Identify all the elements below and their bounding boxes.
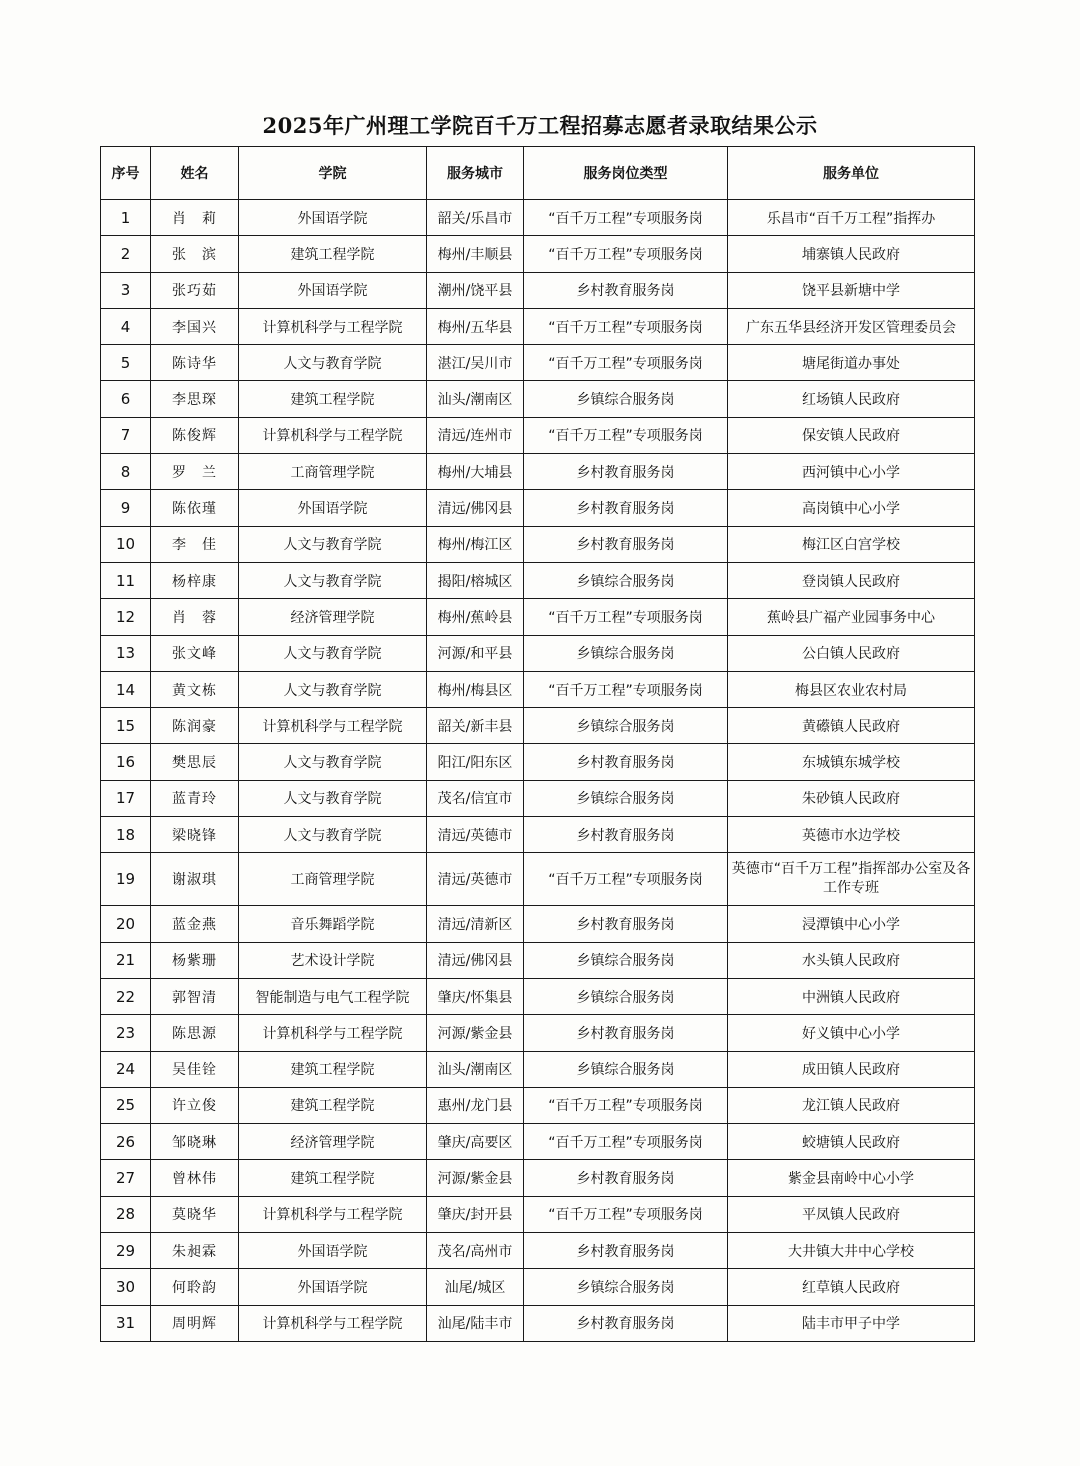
- cell-name: 谢淑琪: [151, 853, 239, 906]
- table-body: [101, 200, 975, 1342]
- cell-college: 外国语学院: [239, 1233, 427, 1269]
- cell-service-city: 梅州/大埔县: [427, 454, 524, 490]
- cell-service-unit: 紫金县南岭中心小学: [728, 1160, 975, 1196]
- cell-service-city: 梅州/丰顺县: [427, 236, 524, 272]
- header-service-unit: 服务单位: [728, 147, 975, 200]
- table-row: [101, 635, 975, 671]
- cell-index: 7: [101, 417, 151, 453]
- cell-position-type: 乡镇综合服务岗: [524, 942, 728, 978]
- cell-service-unit: 登岗镇人民政府: [728, 562, 975, 598]
- cell-index: 2: [101, 236, 151, 272]
- table-row: [101, 1269, 975, 1305]
- cell-service-unit: 广东五华县经济开发区管理委员会: [728, 308, 975, 344]
- cell-service-city: 韶关/乐昌市: [427, 200, 524, 236]
- table-row: [101, 1015, 975, 1051]
- cell-service-city: 阳江/阳东区: [427, 744, 524, 780]
- cell-position-type: 乡村教育服务岗: [524, 744, 728, 780]
- table-row: [101, 978, 975, 1014]
- cell-name: 何聆韵: [151, 1269, 239, 1305]
- cell-index: 15: [101, 708, 151, 744]
- cell-college: 外国语学院: [239, 200, 427, 236]
- header-service-city: 服务城市: [427, 147, 524, 200]
- cell-service-city: 清远/佛冈县: [427, 942, 524, 978]
- cell-service-unit: 高岗镇中心小学: [728, 490, 975, 526]
- cell-service-unit: 蕉岭县广福产业园事务中心: [728, 599, 975, 635]
- cell-college: 艺术设计学院: [239, 942, 427, 978]
- table-row: [101, 200, 975, 236]
- cell-service-city: 汕尾/城区: [427, 1269, 524, 1305]
- cell-index: 30: [101, 1269, 151, 1305]
- cell-service-city: 河源/和平县: [427, 635, 524, 671]
- cell-position-type: 乡村教育服务岗: [524, 906, 728, 942]
- cell-index: 19: [101, 853, 151, 906]
- cell-name: 周明辉: [151, 1305, 239, 1341]
- cell-index: 31: [101, 1305, 151, 1341]
- table-row: [101, 308, 975, 344]
- cell-name: 陈润豪: [151, 708, 239, 744]
- cell-college: 建筑工程学院: [239, 236, 427, 272]
- cell-college: 人文与教育学院: [239, 817, 427, 853]
- cell-service-city: 肇庆/高要区: [427, 1124, 524, 1160]
- table-row: [101, 562, 975, 598]
- cell-index: 11: [101, 562, 151, 598]
- cell-college: 建筑工程学院: [239, 1051, 427, 1087]
- cell-college: 人文与教育学院: [239, 635, 427, 671]
- cell-college: 建筑工程学院: [239, 381, 427, 417]
- table-row: [101, 417, 975, 453]
- cell-index: 1: [101, 200, 151, 236]
- cell-service-unit: 大井镇大井中心学校: [728, 1233, 975, 1269]
- cell-service-unit: 朱砂镇人民政府: [728, 780, 975, 816]
- cell-college: 人文与教育学院: [239, 526, 427, 562]
- cell-college: 人文与教育学院: [239, 562, 427, 598]
- cell-service-unit: 塘尾街道办事处: [728, 345, 975, 381]
- cell-position-type: 乡村教育服务岗: [524, 1233, 728, 1269]
- cell-index: 9: [101, 490, 151, 526]
- cell-college: 建筑工程学院: [239, 1087, 427, 1123]
- cell-college: 建筑工程学院: [239, 1160, 427, 1196]
- cell-service-unit: 红场镇人民政府: [728, 381, 975, 417]
- cell-service-unit: 黄礤镇人民政府: [728, 708, 975, 744]
- admission-results-table: [100, 146, 975, 1342]
- cell-position-type: 乡村教育服务岗: [524, 454, 728, 490]
- cell-college: 外国语学院: [239, 272, 427, 308]
- cell-service-unit: 好义镇中心小学: [728, 1015, 975, 1051]
- cell-index: 8: [101, 454, 151, 490]
- cell-position-type: 乡镇综合服务岗: [524, 562, 728, 598]
- cell-service-unit: 东城镇东城学校: [728, 744, 975, 780]
- cell-service-city: 汕尾/陆丰市: [427, 1305, 524, 1341]
- cell-index: 20: [101, 906, 151, 942]
- table-row: [101, 744, 975, 780]
- cell-college: 工商管理学院: [239, 454, 427, 490]
- cell-service-city: 清远/英德市: [427, 817, 524, 853]
- cell-service-unit: 保安镇人民政府: [728, 417, 975, 453]
- cell-position-type: “百千万工程”专项服务岗: [524, 236, 728, 272]
- cell-name: 朱昶霖: [151, 1233, 239, 1269]
- cell-name: 张文峰: [151, 635, 239, 671]
- cell-name: 蓝青玲: [151, 780, 239, 816]
- cell-name: 陈思源: [151, 1015, 239, 1051]
- table-row: [101, 708, 975, 744]
- table-row: [101, 906, 975, 942]
- cell-index: 3: [101, 272, 151, 308]
- table-row: [101, 780, 975, 816]
- cell-index: 27: [101, 1160, 151, 1196]
- cell-index: 12: [101, 599, 151, 635]
- cell-college: 计算机科学与工程学院: [239, 1015, 427, 1051]
- table-row: [101, 490, 975, 526]
- cell-position-type: 乡村教育服务岗: [524, 817, 728, 853]
- cell-index: 16: [101, 744, 151, 780]
- table-row: [101, 526, 975, 562]
- cell-position-type: 乡村教育服务岗: [524, 1305, 728, 1341]
- cell-service-unit: 埔寨镇人民政府: [728, 236, 975, 272]
- cell-service-unit: 龙江镇人民政府: [728, 1087, 975, 1123]
- table-header-row: [101, 147, 975, 200]
- cell-name: 张巧茹: [151, 272, 239, 308]
- cell-service-unit: 成田镇人民政府: [728, 1051, 975, 1087]
- cell-service-city: 清远/佛冈县: [427, 490, 524, 526]
- header-position-type: 服务岗位类型: [524, 147, 728, 200]
- cell-college: 计算机科学与工程学院: [239, 417, 427, 453]
- table-row: [101, 1305, 975, 1341]
- cell-service-city: 茂名/高州市: [427, 1233, 524, 1269]
- cell-college: 外国语学院: [239, 1269, 427, 1305]
- cell-service-unit: 饶平县新塘中学: [728, 272, 975, 308]
- cell-name: 黄文栋: [151, 671, 239, 707]
- cell-college: 经济管理学院: [239, 599, 427, 635]
- cell-position-type: “百千万工程”专项服务岗: [524, 200, 728, 236]
- cell-name: 吴佳铨: [151, 1051, 239, 1087]
- cell-name: 莫晓华: [151, 1196, 239, 1232]
- cell-service-unit: 公白镇人民政府: [728, 635, 975, 671]
- cell-index: 28: [101, 1196, 151, 1232]
- cell-position-type: 乡镇综合服务岗: [524, 780, 728, 816]
- cell-college: 经济管理学院: [239, 1124, 427, 1160]
- table-row: [101, 1233, 975, 1269]
- cell-service-city: 茂名/信宜市: [427, 780, 524, 816]
- cell-service-city: 湛江/吴川市: [427, 345, 524, 381]
- cell-index: 21: [101, 942, 151, 978]
- table-row: [101, 345, 975, 381]
- cell-service-unit: 陆丰市甲子中学: [728, 1305, 975, 1341]
- cell-service-city: 梅州/五华县: [427, 308, 524, 344]
- cell-position-type: “百千万工程”专项服务岗: [524, 853, 728, 906]
- table-row: [101, 853, 975, 906]
- table-row: [101, 1087, 975, 1123]
- cell-name: 罗 兰: [151, 454, 239, 490]
- cell-name: 曾林伟: [151, 1160, 239, 1196]
- cell-name: 樊思辰: [151, 744, 239, 780]
- cell-service-city: 汕头/潮南区: [427, 1051, 524, 1087]
- table-row: [101, 1124, 975, 1160]
- cell-service-city: 韶关/新丰县: [427, 708, 524, 744]
- cell-index: 4: [101, 308, 151, 344]
- cell-service-unit: 英德市水边学校: [728, 817, 975, 853]
- cell-college: 计算机科学与工程学院: [239, 708, 427, 744]
- cell-service-city: 汕头/潮南区: [427, 381, 524, 417]
- table-row: [101, 671, 975, 707]
- cell-position-type: “百千万工程”专项服务岗: [524, 345, 728, 381]
- cell-service-city: 清远/英德市: [427, 853, 524, 906]
- cell-position-type: 乡村教育服务岗: [524, 272, 728, 308]
- cell-service-unit: 平凤镇人民政府: [728, 1196, 975, 1232]
- cell-index: 26: [101, 1124, 151, 1160]
- cell-service-city: 河源/紫金县: [427, 1015, 524, 1051]
- table-row: [101, 1160, 975, 1196]
- cell-index: 25: [101, 1087, 151, 1123]
- cell-name: 陈诗华: [151, 345, 239, 381]
- cell-service-unit: 英德市“百千万工程”指挥部办公室及各工作专班: [728, 853, 975, 906]
- cell-position-type: 乡镇综合服务岗: [524, 978, 728, 1014]
- cell-college: 人文与教育学院: [239, 345, 427, 381]
- cell-service-city: 梅州/蕉岭县: [427, 599, 524, 635]
- cell-name: 肖 蓉: [151, 599, 239, 635]
- cell-name: 李思琛: [151, 381, 239, 417]
- cell-position-type: 乡村教育服务岗: [524, 1015, 728, 1051]
- cell-college: 人文与教育学院: [239, 744, 427, 780]
- cell-college: 人文与教育学院: [239, 780, 427, 816]
- table-row: [101, 1196, 975, 1232]
- table-row: [101, 381, 975, 417]
- cell-name: 杨紫珊: [151, 942, 239, 978]
- cell-service-unit: 水头镇人民政府: [728, 942, 975, 978]
- cell-name: 李国兴: [151, 308, 239, 344]
- cell-index: 5: [101, 345, 151, 381]
- cell-service-city: 肇庆/封开县: [427, 1196, 524, 1232]
- cell-service-city: 清远/连州市: [427, 417, 524, 453]
- cell-service-city: 梅州/梅县区: [427, 671, 524, 707]
- table-row: [101, 817, 975, 853]
- table-row: [101, 454, 975, 490]
- cell-position-type: “百千万工程”专项服务岗: [524, 599, 728, 635]
- cell-college: 计算机科学与工程学院: [239, 308, 427, 344]
- cell-service-unit: 中洲镇人民政府: [728, 978, 975, 1014]
- cell-index: 29: [101, 1233, 151, 1269]
- cell-position-type: “百千万工程”专项服务岗: [524, 1196, 728, 1232]
- cell-position-type: 乡镇综合服务岗: [524, 635, 728, 671]
- cell-position-type: “百千万工程”专项服务岗: [524, 417, 728, 453]
- cell-service-unit: 浸潭镇中心小学: [728, 906, 975, 942]
- cell-college: 工商管理学院: [239, 853, 427, 906]
- cell-name: 蓝金燕: [151, 906, 239, 942]
- cell-name: 肖 莉: [151, 200, 239, 236]
- cell-position-type: 乡镇综合服务岗: [524, 1269, 728, 1305]
- cell-name: 梁晓锋: [151, 817, 239, 853]
- cell-index: 6: [101, 381, 151, 417]
- cell-name: 陈依瑾: [151, 490, 239, 526]
- header-name: 姓名: [151, 147, 239, 200]
- cell-name: 张 滨: [151, 236, 239, 272]
- page-title: 2025年广州理工学院百千万工程招募志愿者录取结果公示: [262, 113, 818, 138]
- cell-name: 李 佳: [151, 526, 239, 562]
- cell-index: 22: [101, 978, 151, 1014]
- header-index: 序号: [101, 147, 151, 200]
- cell-service-city: 河源/紫金县: [427, 1160, 524, 1196]
- cell-service-city: 梅州/梅江区: [427, 526, 524, 562]
- cell-position-type: 乡镇综合服务岗: [524, 708, 728, 744]
- cell-service-unit: 红草镇人民政府: [728, 1269, 975, 1305]
- cell-service-unit: 乐昌市“百千万工程”指挥办: [728, 200, 975, 236]
- cell-college: 计算机科学与工程学院: [239, 1196, 427, 1232]
- cell-college: 人文与教育学院: [239, 671, 427, 707]
- cell-college: 计算机科学与工程学院: [239, 1305, 427, 1341]
- cell-service-city: 潮州/饶平县: [427, 272, 524, 308]
- cell-position-type: 乡镇综合服务岗: [524, 381, 728, 417]
- cell-service-unit: 梅县区农业农村局: [728, 671, 975, 707]
- cell-service-city: 揭阳/榕城区: [427, 562, 524, 598]
- cell-service-unit: 蛟塘镇人民政府: [728, 1124, 975, 1160]
- cell-service-city: 惠州/龙门县: [427, 1087, 524, 1123]
- cell-index: 23: [101, 1015, 151, 1051]
- cell-index: 14: [101, 671, 151, 707]
- table-row: [101, 272, 975, 308]
- cell-index: 13: [101, 635, 151, 671]
- cell-service-city: 清远/清新区: [427, 906, 524, 942]
- cell-service-city: 肇庆/怀集县: [427, 978, 524, 1014]
- cell-college: 外国语学院: [239, 490, 427, 526]
- cell-position-type: “百千万工程”专项服务岗: [524, 1124, 728, 1160]
- cell-index: 17: [101, 780, 151, 816]
- table-row: [101, 599, 975, 635]
- cell-position-type: “百千万工程”专项服务岗: [524, 308, 728, 344]
- cell-position-type: 乡镇综合服务岗: [524, 1051, 728, 1087]
- cell-position-type: “百千万工程”专项服务岗: [524, 671, 728, 707]
- cell-index: 10: [101, 526, 151, 562]
- cell-name: 邹晓琳: [151, 1124, 239, 1160]
- cell-index: 24: [101, 1051, 151, 1087]
- table-row: [101, 1051, 975, 1087]
- cell-position-type: 乡村教育服务岗: [524, 490, 728, 526]
- cell-service-unit: 梅江区白宫学校: [728, 526, 975, 562]
- cell-index: 18: [101, 817, 151, 853]
- cell-position-type: 乡村教育服务岗: [524, 526, 728, 562]
- cell-college: 音乐舞蹈学院: [239, 906, 427, 942]
- header-college: 学院: [239, 147, 427, 200]
- cell-name: 陈俊辉: [151, 417, 239, 453]
- cell-position-type: “百千万工程”专项服务岗: [524, 1087, 728, 1123]
- cell-service-unit: 西河镇中心小学: [728, 454, 975, 490]
- cell-name: 杨梓康: [151, 562, 239, 598]
- cell-name: 郭智清: [151, 978, 239, 1014]
- table-row: [101, 942, 975, 978]
- cell-position-type: 乡村教育服务岗: [524, 1160, 728, 1196]
- table-row: [101, 236, 975, 272]
- cell-name: 许立俊: [151, 1087, 239, 1123]
- cell-college: 智能制造与电气工程学院: [239, 978, 427, 1014]
